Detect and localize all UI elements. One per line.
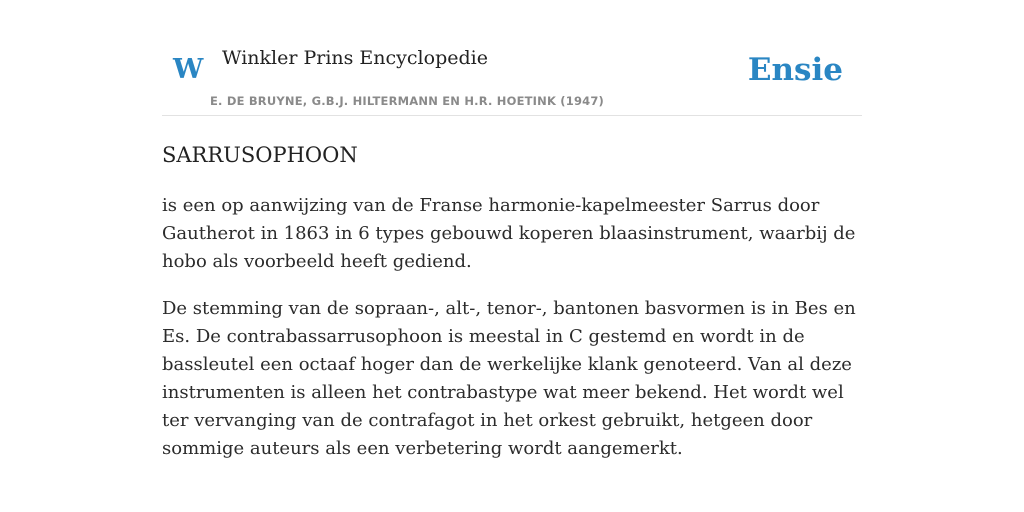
source-title-link[interactable]: Winkler Prins Encyclopedie [222,47,488,69]
entry-body [162,192,862,482]
entry-title: SARRUSOPHOON [162,143,358,167]
entry-paragraph-1: is een op aanwijzing van de Franse harmonie-kapelmeester Sarrus door Gautherot in 1863 in 6 types gebouwd koperen blaasinstrument, waarbij de hobo als voorbeeld heeft gediend. [162,195,856,272]
source-authors: E. DE BRUYNE, G.B.J. HILTERMANN EN H.R. HOETINK (1947) [210,94,605,108]
ensie-logo-link[interactable]: Ensie [747,52,843,88]
source-header [162,0,862,116]
source-logo-icon[interactable]: W [173,54,204,85]
article-page [162,0,862,459]
entry-paragraph-2: De stemming van de sopraan-, alt-, tenor-, bantonen basvormen is in Bes en Es. De contrabassarrusophoon is meestal in C gestemd en wordt in de bassleutel een octaaf hoger dan de werkelijke klank genoteerd. Van al deze instrumenten is alleen het contrabastype wat meer bekend. Het wordt wel ter vervanging van de contrafagot in het orkest gebruikt, hetgeen door sommige auteurs als een verbetering wordt aangemerkt. [162,298,856,459]
